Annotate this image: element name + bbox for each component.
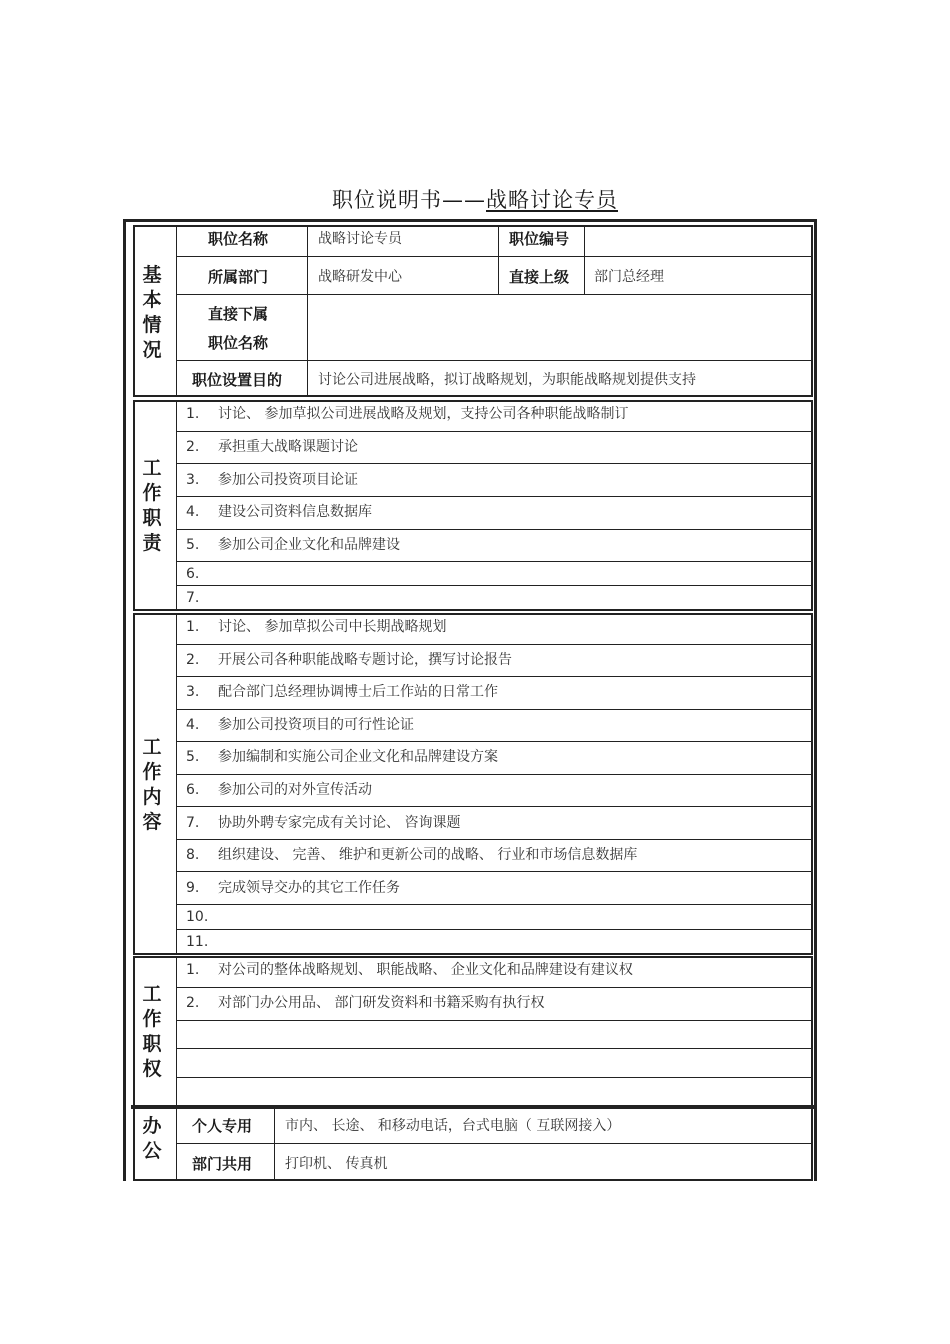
content-item [186,933,218,951]
authority-rule [176,1048,812,1049]
content-left-border [133,613,135,955]
duty-item [186,471,358,489]
content-text: 配合部门总经理协调博士后工作站的日常工作 [218,684,498,700]
content-number: 10. [186,909,209,925]
office-right-border [811,1109,813,1181]
authority-section-label [137,982,167,1082]
dept-value: 战略研发中心 [318,269,402,285]
content-item [186,908,218,926]
office-section-label [137,1114,167,1164]
basic-rule-3 [176,360,812,361]
basic-col-4 [584,225,585,295]
subordinate-label-line1: 直接下属 [208,305,269,323]
content-number: 5. [186,749,200,765]
basic-right-border [811,225,813,396]
purpose-value: 讨论公司进展战略，拟订战略规划，为职能战略规划提供支持 [318,372,696,388]
basic-col-2 [307,225,308,396]
duty-item [186,589,218,607]
superior-label: 直接上级 [509,268,570,286]
content-section-text: 工 作 内 容 [142,736,162,833]
duty-text: 参加公司企业文化和品牌建设 [218,537,400,553]
duties-rule [176,431,812,432]
duties-rule [176,561,812,562]
title-position-name: 战略讨论专员 [486,188,618,212]
content-item [186,716,414,734]
authority-number: 2. [186,995,200,1011]
frame-left-border [123,219,126,1181]
shared-use-value: 打印机、 传真机 [285,1156,388,1172]
content-text: 讨论、 参加草拟公司中长期战略规划 [218,619,447,635]
authority-left-border [133,956,135,1108]
content-number: 11. [186,934,209,950]
content-item [186,879,400,897]
frame-top-border [123,219,817,222]
personal-use-value: 市内、 长途、 和移动电话，台式电脑（ 互联网接入） [285,1118,621,1134]
authority-text: 对公司的整体战略规划、 职能战略、 企业文化和品牌建设有建议权 [218,962,633,978]
content-rule [176,904,812,905]
content-number: 1. [186,619,200,635]
content-rule [176,871,812,872]
duty-item [186,565,218,583]
office-bottom-border [133,1179,813,1181]
content-text: 完成领导交办的其它工作任务 [218,880,400,896]
content-rule [176,741,812,742]
duties-bottom-border [133,609,813,611]
basic-section-label [137,263,167,363]
duty-number: 3. [186,472,200,488]
authority-number: 1. [186,962,200,978]
position-no-label: 职位编号 [509,230,570,248]
duties-section-text: 工 作 职 责 [142,457,162,554]
content-number: 8. [186,847,200,863]
content-item [186,748,498,766]
content-bottom-border [133,953,813,955]
content-item [186,846,637,864]
content-text: 协助外聘专家完成有关讨论、 咨询课题 [218,815,461,831]
content-rule [176,774,812,775]
content-text: 参加公司投资项目的可行性论证 [218,717,414,733]
personal-use-label: 个人专用 [192,1117,253,1135]
duty-number: 6. [186,566,200,582]
office-divider [176,1109,177,1181]
office-section-text: 办 公 [142,1115,162,1162]
content-item [186,618,446,636]
basic-rule-1 [176,256,812,257]
content-rule [176,839,812,840]
authority-rule [176,1020,812,1021]
duty-number: 2. [186,439,200,455]
authority-section-text: 工 作 职 权 [142,983,162,1080]
content-number: 6. [186,782,200,798]
duty-text: 参加公司投资项目论证 [218,472,358,488]
authority-item [186,961,633,979]
content-number: 7. [186,815,200,831]
office-col-2 [274,1109,275,1181]
authority-divider [176,956,177,1108]
duty-item [186,536,400,554]
duty-item [186,503,372,521]
authority-right-border [811,956,813,1108]
authority-top-border [133,956,813,958]
content-number: 3. [186,684,200,700]
duty-text: 承担重大战略课题讨论 [218,439,358,455]
content-text: 开展公司各种职能战略专题讨论，撰写讨论报告 [218,652,512,668]
duties-left-border [133,400,135,610]
duties-rule [176,463,812,464]
basic-rule-2 [176,294,812,295]
shared-use-label: 部门共用 [192,1155,253,1173]
duty-number: 7. [186,590,200,606]
basic-col-3 [498,225,499,295]
basic-section-text: 基 本 情 况 [142,264,162,361]
duty-item [186,438,358,456]
authority-item [186,994,544,1012]
content-rule [176,806,812,807]
duty-number: 1. [186,406,200,422]
duty-text: 讨论、 参加草拟公司进展战略及规划，支持公司各种职能战略制订 [218,406,629,422]
content-item [186,683,498,701]
purpose-label: 职位设置目的 [192,371,283,389]
office-left-border [133,1109,135,1181]
duties-section-label [137,456,167,556]
basic-divider [176,225,177,396]
duties-top-border [133,400,813,402]
document-title [0,184,950,214]
content-rule [176,929,812,930]
content-number: 9. [186,880,200,896]
title-prefix: 职位说明书—— [332,188,486,212]
dept-label: 所属部门 [208,268,269,286]
position-name-value: 战略讨论专员 [318,231,402,247]
basic-left-border [133,225,135,396]
duty-text: 建设公司资料信息数据库 [218,504,372,520]
duties-rule [176,496,812,497]
basic-bottom-border [133,395,813,397]
authority-rule [176,987,812,988]
duties-rule [176,585,812,586]
content-item [186,651,512,669]
content-section-label [137,735,167,835]
frame-right-border [814,219,817,1181]
superior-value: 部门总经理 [594,269,664,285]
content-text: 参加公司的对外宣传活动 [218,782,372,798]
duty-number: 4. [186,504,200,520]
content-rule [176,644,812,645]
content-number: 2. [186,652,200,668]
position-name-label: 职位名称 [208,230,269,248]
duties-rule [176,529,812,530]
content-rule [176,676,812,677]
content-text: 参加编制和实施公司企业文化和品牌建设方案 [218,749,498,765]
duty-number: 5. [186,537,200,553]
content-text: 组织建设、 完善、 维护和更新公司的战略、 行业和市场信息数据库 [218,847,638,863]
content-item [186,814,460,832]
basic-top-border [133,225,813,227]
content-top-border [133,613,813,615]
authority-rule [176,1077,812,1078]
authority-bottom-border [131,1105,814,1109]
content-rule [176,709,812,710]
office-rule [176,1143,812,1144]
content-number: 4. [186,717,200,733]
duty-item [186,405,628,423]
authority-text: 对部门办公用品、 部门研发资料和书籍采购有执行权 [218,995,545,1011]
subordinate-label-line2: 职位名称 [208,334,269,352]
content-item [186,781,372,799]
